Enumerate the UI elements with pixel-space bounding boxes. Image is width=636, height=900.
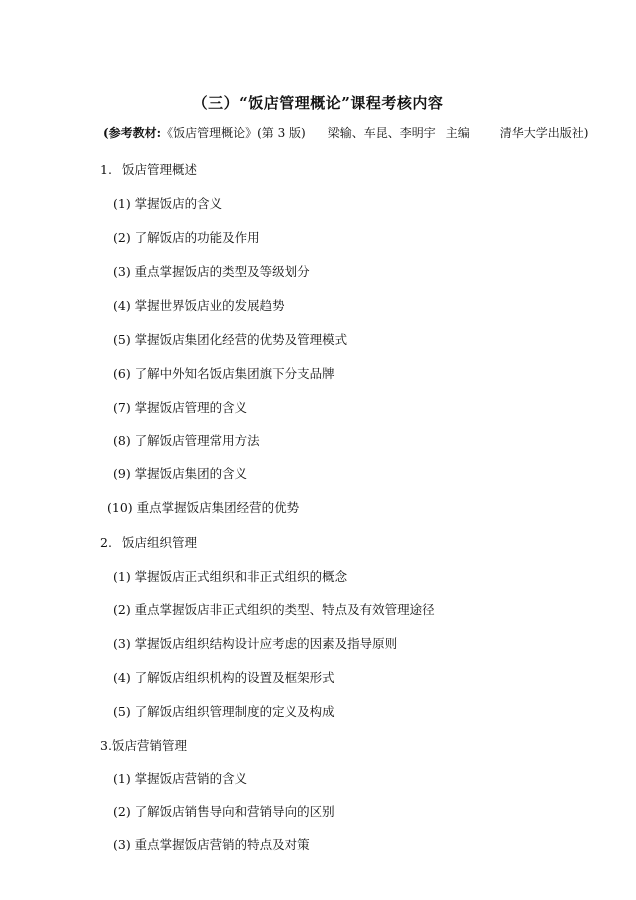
reference-authors: 梁输、车昆、李明宇 [327,126,436,140]
reference-line [103,124,588,141]
list-item: (6) 了解中外知名饭店集团旗下分支品牌 [113,366,335,381]
section-title: 饭店组织管理 [122,535,198,550]
list-item: (1) 掌握饭店的含义 [113,196,223,211]
reference-label: (参考教材: [103,126,162,140]
document-title: （三）“饭店管理概论”课程考核内容 [192,94,444,112]
reference-publisher: 清华大学出版社) [499,126,589,140]
list-item: (1) 掌握饭店营销的含义 [113,771,248,786]
section-title: 饭店营销管理 [112,738,188,753]
list-item: (2) 了解饭店销售导向和营销导向的区别 [113,804,335,819]
list-item: (5) 了解饭店组织管理制度的定义及构成 [113,704,335,719]
list-item: (10) 重点掌握饭店集团经营的优势 [107,500,300,515]
section-title: 饭店管理概述 [122,162,198,177]
list-item: (3) 重点掌握饭店的类型及等级划分 [113,264,310,279]
list-item: (4) 了解饭店组织机构的设置及框架形式 [113,670,335,685]
section-number: 3. [100,738,112,753]
list-item: (5) 掌握饭店集团化经营的优势及管理模式 [113,332,348,347]
list-item: (8) 了解饭店管理常用方法 [113,433,260,448]
section-number: 1. [100,162,112,177]
reference-role: 主编 [445,126,470,140]
list-item: (2) 重点掌握饭店非正式组织的类型、特点及有效管理途径 [113,602,435,617]
reference-book: 《饭店管理概论》(第 3 版) [161,126,306,140]
list-item: (1) 掌握饭店正式组织和非正式组织的概念 [113,569,348,584]
list-item: (3) 掌握饭店组织结构设计应考虑的因素及指导原则 [113,636,398,651]
list-item: (2) 了解饭店的功能及作用 [113,230,260,245]
section-heading [100,162,197,178]
list-item: (7) 掌握饭店管理的含义 [113,400,248,415]
section-heading [100,535,197,551]
list-item: (9) 掌握饭店集团的含义 [113,466,248,481]
section-heading [100,738,187,754]
section-number: 2. [100,535,112,550]
list-item: (4) 掌握世界饭店业的发展趋势 [113,298,285,313]
list-item: (3) 重点掌握饭店营销的特点及对策 [113,837,310,852]
